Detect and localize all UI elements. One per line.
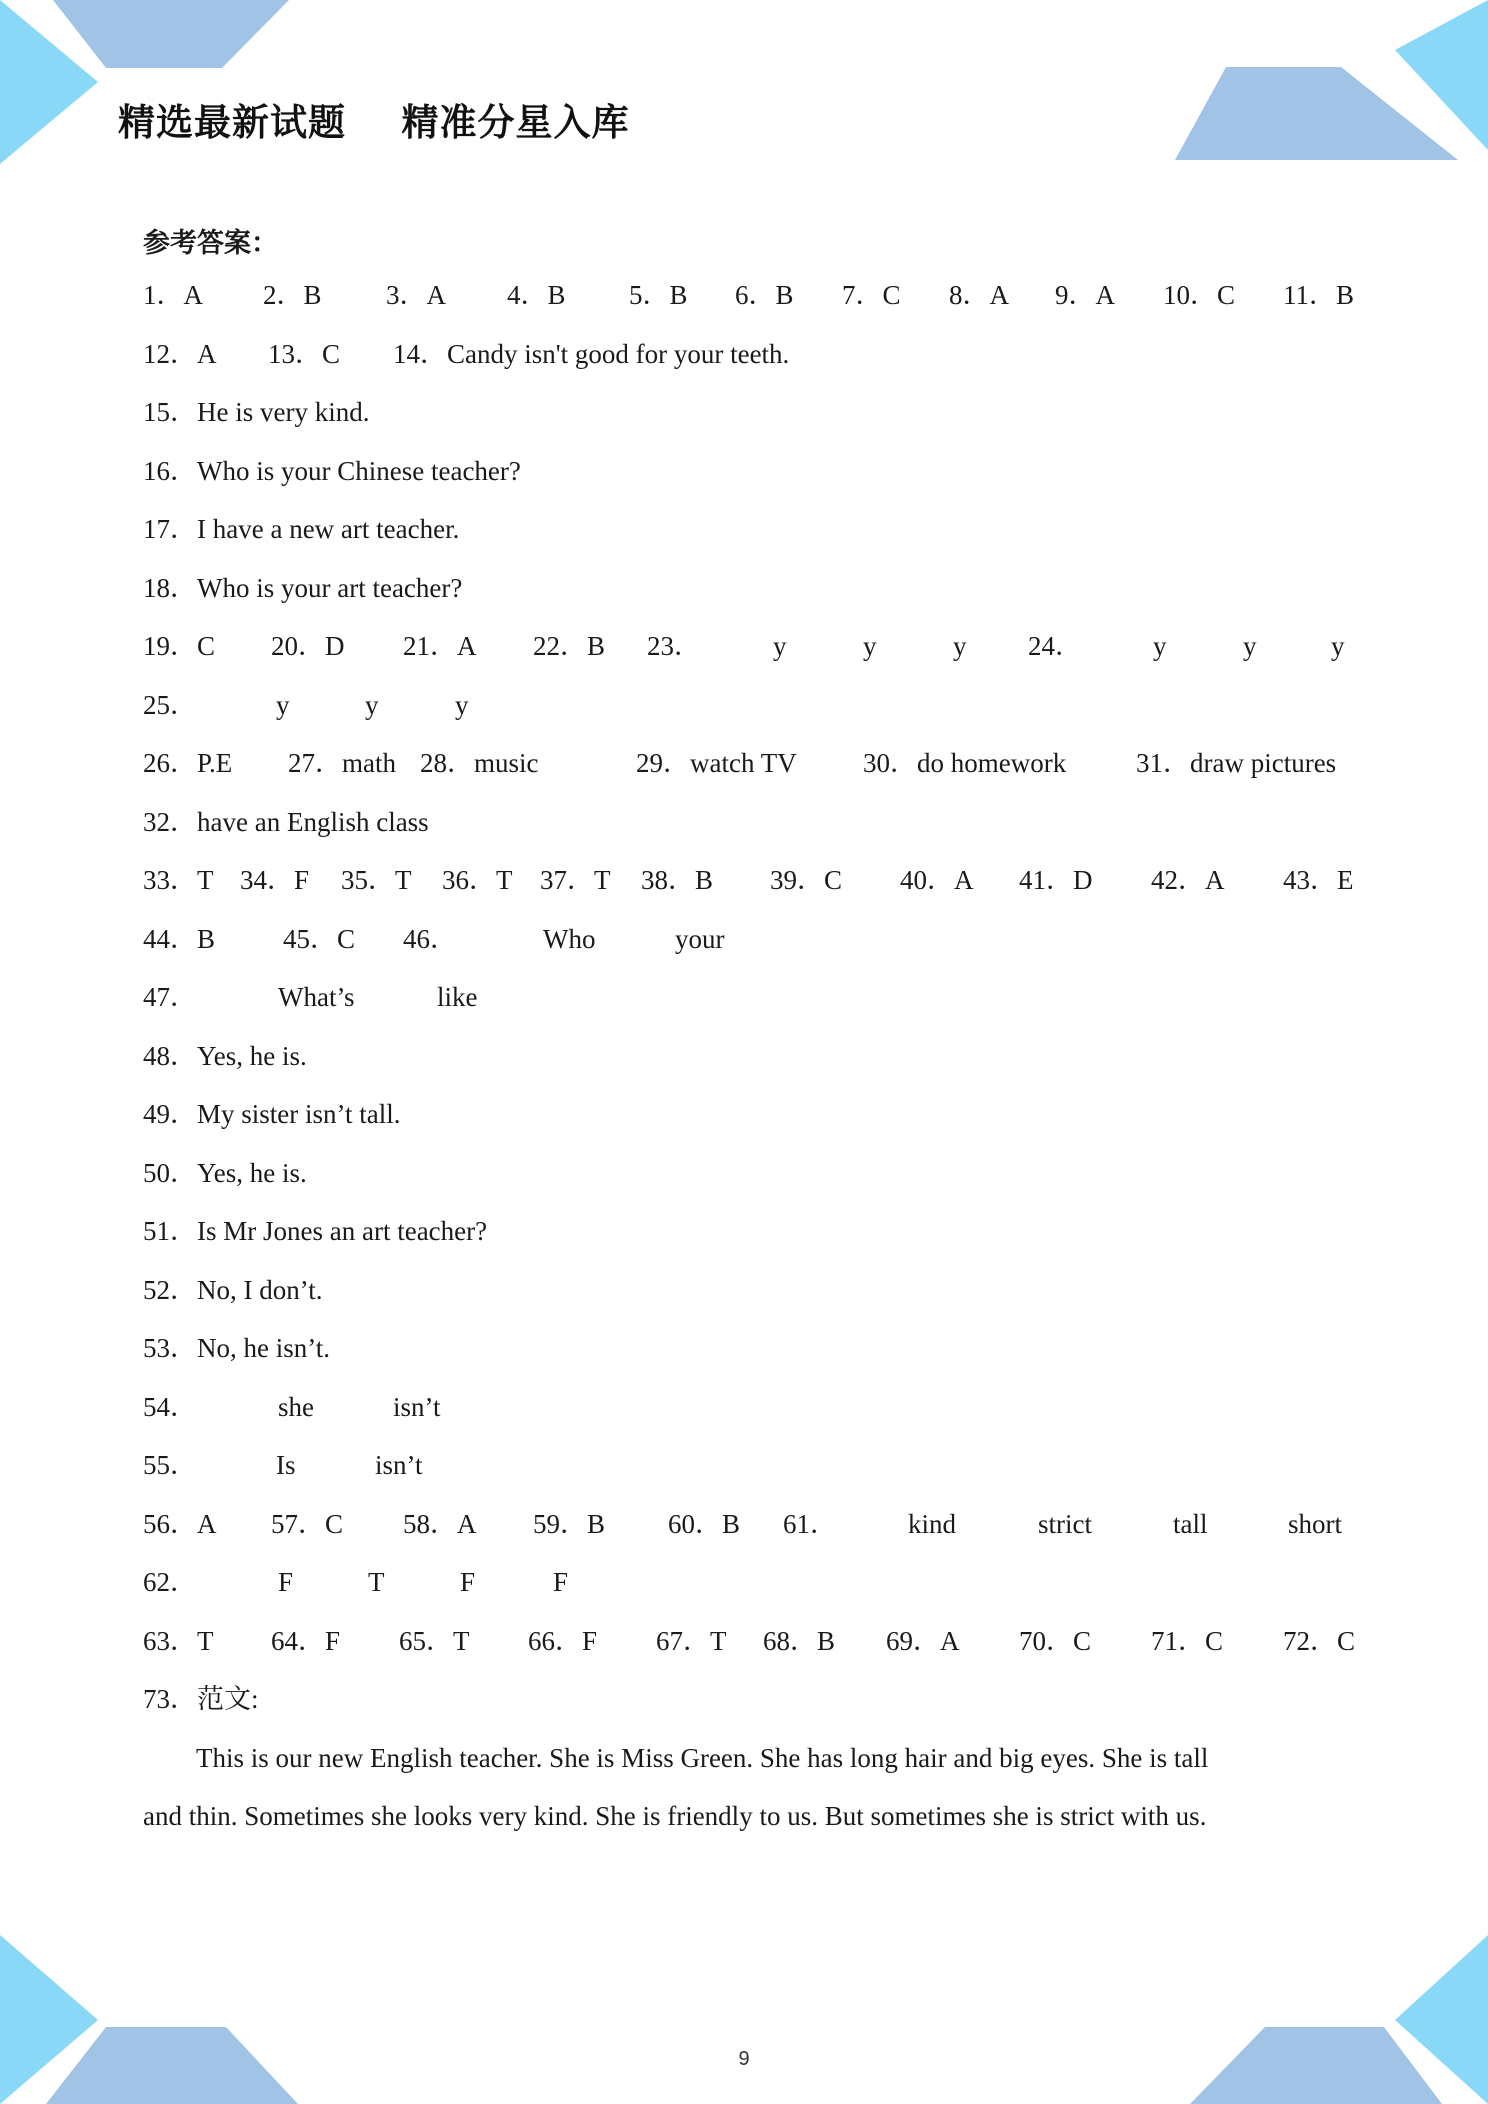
answer-row-20: [143, 1378, 1348, 1437]
answer-item: 40．A: [900, 865, 974, 895]
answer-item: 14．Candy isn't good for your teeth.: [393, 338, 790, 369]
answer-item: 62．: [143, 1567, 197, 1597]
answer-item: 71．C: [1151, 1625, 1224, 1656]
answer-item: 34．F: [240, 865, 310, 895]
answer-item: 65．T: [399, 1625, 470, 1656]
answer-item: 31．draw pictures: [1136, 748, 1337, 778]
corner-trapezoid-top-left: [53, 0, 289, 68]
answer-item: 27．math: [288, 748, 396, 778]
answer-row-21: [143, 1436, 1348, 1495]
answer-line: 51．Is Mr Jones an art teacher?: [143, 1216, 488, 1246]
answers-heading: 参考答案：: [143, 228, 278, 259]
answer-item: 20．D: [271, 631, 345, 661]
answer-item: isn’t: [375, 1450, 423, 1480]
answer-row-8: [143, 676, 1348, 735]
answer-item: T: [368, 1567, 385, 1597]
corner-trapezoid-top-right: [1175, 67, 1458, 160]
answer-item: y: [953, 631, 967, 661]
answer-item: 7．C: [842, 280, 901, 310]
answer-row-11: [143, 851, 1354, 910]
answer-item: 41．D: [1019, 865, 1093, 895]
answer-item: 1．A: [143, 280, 203, 310]
answer-item: isn’t: [393, 1391, 441, 1422]
answer-item: 69．A: [886, 1625, 960, 1656]
answer-item: 5．B: [629, 280, 688, 310]
answer-line: 32．have an English class: [143, 806, 429, 837]
answer-item: What’s: [278, 982, 355, 1012]
answer-line: 16．Who is your Chinese teacher?: [143, 455, 521, 486]
answer-line: 53．No, he isn’t.: [143, 1333, 330, 1363]
answer-item: 35．T: [341, 865, 412, 895]
answer-item: y: [1331, 631, 1345, 661]
answer-item: 30．do homework: [863, 748, 1067, 778]
essay-line-2: and thin. Sometimes she looks very kind. She is friendly to us. But sometimes she is strict with us.: [143, 1801, 1207, 1831]
page-number: 9: [738, 2048, 750, 2070]
answer-item: your: [675, 923, 725, 954]
answer-item: 55．: [143, 1450, 197, 1480]
answer-item: 46．: [403, 923, 457, 954]
answer-item: 33．T: [143, 865, 214, 895]
answer-item: 38．B: [641, 865, 714, 895]
answer-item: y: [773, 631, 787, 661]
answer-item: 47．: [143, 982, 197, 1012]
answer-item: 37．T: [540, 865, 611, 895]
answer-row-7: [143, 617, 1348, 676]
answer-line: 50．Yes, he is.: [143, 1157, 307, 1188]
answer-line: 48．Yes, he is.: [143, 1040, 307, 1071]
answer-row-12: [143, 910, 1348, 969]
answer-key: [143, 222, 1356, 1846]
answer-item: 70．C: [1019, 1625, 1092, 1656]
answer-item: F: [553, 1567, 569, 1597]
answer-row-13: [143, 968, 1348, 1027]
answer-item: Is: [276, 1450, 296, 1480]
answer-item: 39．C: [770, 865, 843, 895]
answer-row-9: [143, 734, 1348, 793]
answer-item: 13．C: [268, 338, 341, 369]
answer-item: short: [1288, 1508, 1342, 1539]
answer-item: 24．: [1028, 631, 1082, 661]
answer-item: 3．A: [386, 280, 446, 310]
answer-item: 63．T: [143, 1625, 214, 1656]
answer-item: 64．F: [271, 1625, 341, 1656]
answer-item: 11．B: [1283, 280, 1355, 310]
answer-item: 10．C: [1163, 280, 1236, 310]
answer-item: 42．A: [1151, 865, 1225, 895]
answer-item: 22．B: [533, 631, 606, 661]
answer-item: 43．E: [1283, 865, 1354, 895]
answer-item: 21．A: [403, 631, 477, 661]
answer-item: 59．B: [533, 1508, 606, 1539]
answer-item: y: [455, 689, 469, 720]
answer-item: 12．A: [143, 338, 217, 369]
answer-item: 23．: [647, 631, 701, 661]
answer-row-24: [143, 1612, 1356, 1671]
answer-item: 4．B: [507, 280, 566, 310]
answer-item: 54．: [143, 1391, 197, 1422]
answer-item: 19．C: [143, 631, 216, 661]
answer-item: 9．A: [1055, 280, 1115, 310]
header-title: 精选最新试题 精准分星入库: [118, 101, 630, 144]
answer-row-22: [143, 1495, 1348, 1554]
answer-item: strict: [1038, 1508, 1092, 1539]
answer-item: y: [365, 689, 379, 720]
answer-item: F: [460, 1567, 476, 1597]
answer-item: 58．A: [403, 1508, 477, 1539]
answer-item: y: [1243, 631, 1257, 661]
answer-item: 45．C: [283, 923, 356, 954]
answer-item: 26．P.E: [143, 748, 233, 778]
answer-item: kind: [908, 1508, 957, 1539]
answer-item: y: [1153, 631, 1167, 661]
answer-item: 57．C: [271, 1508, 344, 1539]
essay-heading: 73．范文:: [143, 1684, 259, 1714]
answer-line: 17．I have a new art teacher.: [143, 514, 460, 544]
answer-item: 72．C: [1283, 1625, 1356, 1656]
answer-item: 44．B: [143, 923, 216, 954]
answer-line: 18．Who is your art teacher?: [143, 572, 463, 603]
answer-line: 15．He is very kind.: [143, 397, 370, 427]
essay-line-1: This is our new English teacher. She is Miss Green. She has long hair and big eyes. She is tall: [196, 1742, 1209, 1773]
answer-line: 49．My sister isn’t tall.: [143, 1099, 401, 1129]
answer-item: she: [278, 1391, 314, 1422]
answer-row-1: [143, 266, 1355, 325]
answer-item: 68．B: [763, 1625, 836, 1656]
answer-item: 6．B: [735, 280, 794, 310]
answer-item: 28．music: [420, 748, 539, 778]
answer-item: y: [863, 631, 877, 661]
answer-item: 66．F: [528, 1625, 598, 1656]
answer-item: F: [278, 1567, 294, 1597]
answer-item: y: [276, 689, 290, 720]
answer-item: 56．A: [143, 1508, 217, 1539]
answer-item: 29．watch TV: [636, 748, 797, 778]
answer-item: 36．T: [442, 865, 513, 895]
answer-item: tall: [1173, 1508, 1208, 1539]
answer-item: 25．: [143, 689, 197, 720]
answer-line: 52．No, I don’t.: [143, 1274, 323, 1305]
answer-item: 60．B: [668, 1508, 741, 1539]
answer-item: 8．A: [949, 280, 1009, 310]
answer-item: 2．B: [263, 280, 322, 310]
answer-item: 61．: [783, 1508, 837, 1539]
answer-row-23: [143, 1553, 1348, 1612]
answer-item: Who: [543, 923, 596, 954]
answer-item: 67．T: [656, 1625, 727, 1656]
answer-item: like: [437, 982, 478, 1012]
answer-row-2: [143, 325, 1348, 384]
